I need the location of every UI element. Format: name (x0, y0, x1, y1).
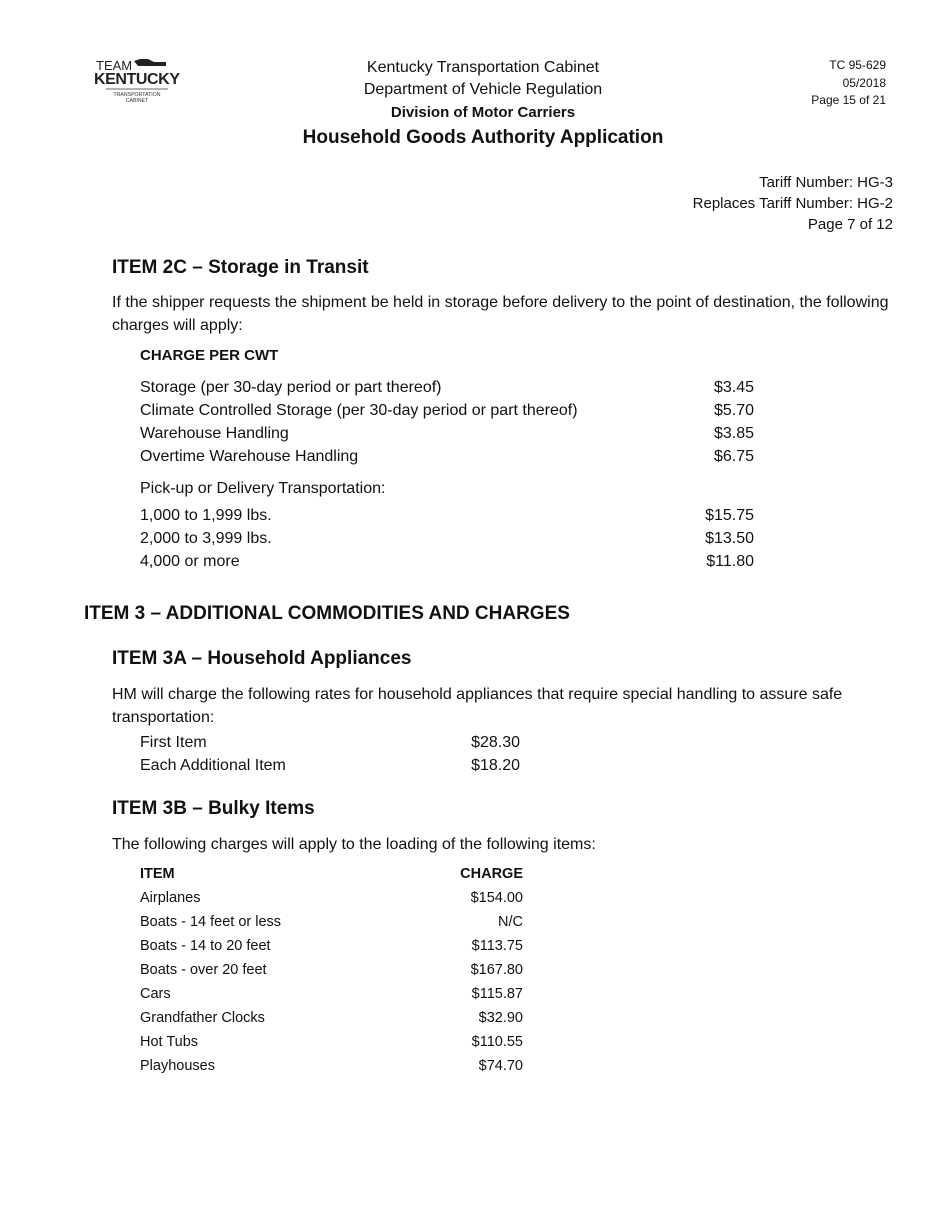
bulky-item-charge: $74.70 (478, 1058, 523, 1074)
bulky-item-label: Grandfather Clocks (140, 1010, 265, 1026)
transport-weight: 4,000 or more (140, 553, 240, 570)
item-2c-intro: If the shipper requests the shipment be held in storage before delivery to the point of destination, the following charges will apply: (112, 294, 889, 334)
bulky-item-label: Boats - 14 feet or less (140, 914, 282, 930)
charge-label: Warehouse Handling (140, 425, 289, 442)
item-2c-heading: ITEM 2C – Storage in Transit (112, 257, 369, 278)
appliance-label: First Item (140, 734, 207, 751)
charge-value: $6.75 (713, 448, 754, 465)
transport-rate: $15.75 (705, 507, 754, 524)
bulky-item-charge: N/C (498, 914, 523, 930)
logo-cabinet-text: CABINET (125, 98, 149, 104)
bulky-item-label: Boats - over 20 feet (140, 962, 267, 978)
tariff-info (693, 172, 893, 235)
charge-label: Storage (per 30-day period or part thereof) (140, 379, 442, 396)
tariff-number: Tariff Number: HG-3 (759, 174, 893, 191)
transport-weight: 1,000 to 1,999 lbs. (140, 507, 272, 524)
bulky-item-charge: $110.55 (471, 1034, 523, 1050)
team-kentucky-logo (92, 56, 188, 108)
form-number: TC 95-629 (829, 58, 886, 72)
charge-value: $5.70 (713, 402, 754, 419)
header-department: Department of Vehicle Regulation (363, 81, 603, 98)
bulky-col-charge: CHARGE (460, 866, 523, 882)
charge-per-cwt-header: CHARGE PER CWT (140, 347, 279, 364)
transport-label: Pick-up or Delivery Transportation: (140, 480, 386, 497)
appliance-rate: $18.20 (471, 757, 520, 774)
charge-value: $3.45 (713, 379, 754, 396)
header-cabinet: Kentucky Transportation Cabinet (366, 59, 600, 76)
logo-transportation-text: TRANSPORTATION (113, 92, 161, 98)
bulky-item-charge: $154.00 (470, 890, 523, 906)
bulky-item-charge: $115.87 (471, 986, 523, 1002)
tariff-page: Page 7 of 12 (807, 216, 893, 233)
bulky-item-label: Boats - 14 to 20 feet (140, 938, 271, 954)
form-info (811, 57, 886, 110)
appliance-rate: $28.30 (471, 734, 520, 751)
item-3a-intro: HM will charge the following rates for household appliances that require special handling to assure safe transportation: (112, 686, 843, 726)
bulky-item-label: Cars (140, 986, 171, 1002)
bulky-item-charge: $167.80 (470, 962, 523, 978)
item-3a-heading: ITEM 3A – Household Appliances (112, 648, 412, 669)
bulky-col-item: ITEM (140, 866, 175, 882)
kentucky-state-shape (134, 59, 166, 66)
appliance-label: Each Additional Item (140, 757, 286, 774)
logo-kentucky-text: KENTUCKY (94, 71, 180, 88)
header-division: Division of Motor Carriers (390, 104, 576, 121)
transport-weight: 2,000 to 3,999 lbs. (140, 530, 272, 547)
item-3b-intro: The following charges will apply to the loading of the following items: (112, 836, 596, 853)
form-page: Page 15 of 21 (811, 93, 886, 107)
transport-rate: $11.80 (706, 553, 754, 570)
bulky-item-label: Airplanes (140, 890, 201, 906)
page-title: Household Goods Authority Application (302, 127, 664, 148)
bulky-item-label: Hot Tubs (140, 1034, 199, 1050)
bulky-item-label: Playhouses (140, 1058, 215, 1074)
transport-rate: $13.50 (705, 530, 754, 547)
tariff-replaces: Replaces Tariff Number: HG-2 (692, 195, 893, 212)
logo-team-text: TEAM (96, 58, 133, 73)
bulky-item-charge: $32.90 (478, 1010, 523, 1026)
item-3-heading: ITEM 3 – ADDITIONAL COMMODITIES AND CHARGES (84, 603, 570, 624)
charge-value: $3.85 (713, 425, 754, 442)
bulky-item-charge: $113.75 (471, 938, 523, 954)
charge-label: Climate Controlled Storage (per 30-day period or part thereof) (140, 402, 578, 419)
charge-label: Overtime Warehouse Handling (140, 448, 359, 465)
item-3b-heading: ITEM 3B – Bulky Items (112, 798, 315, 819)
form-date: 05/2018 (842, 75, 886, 90)
